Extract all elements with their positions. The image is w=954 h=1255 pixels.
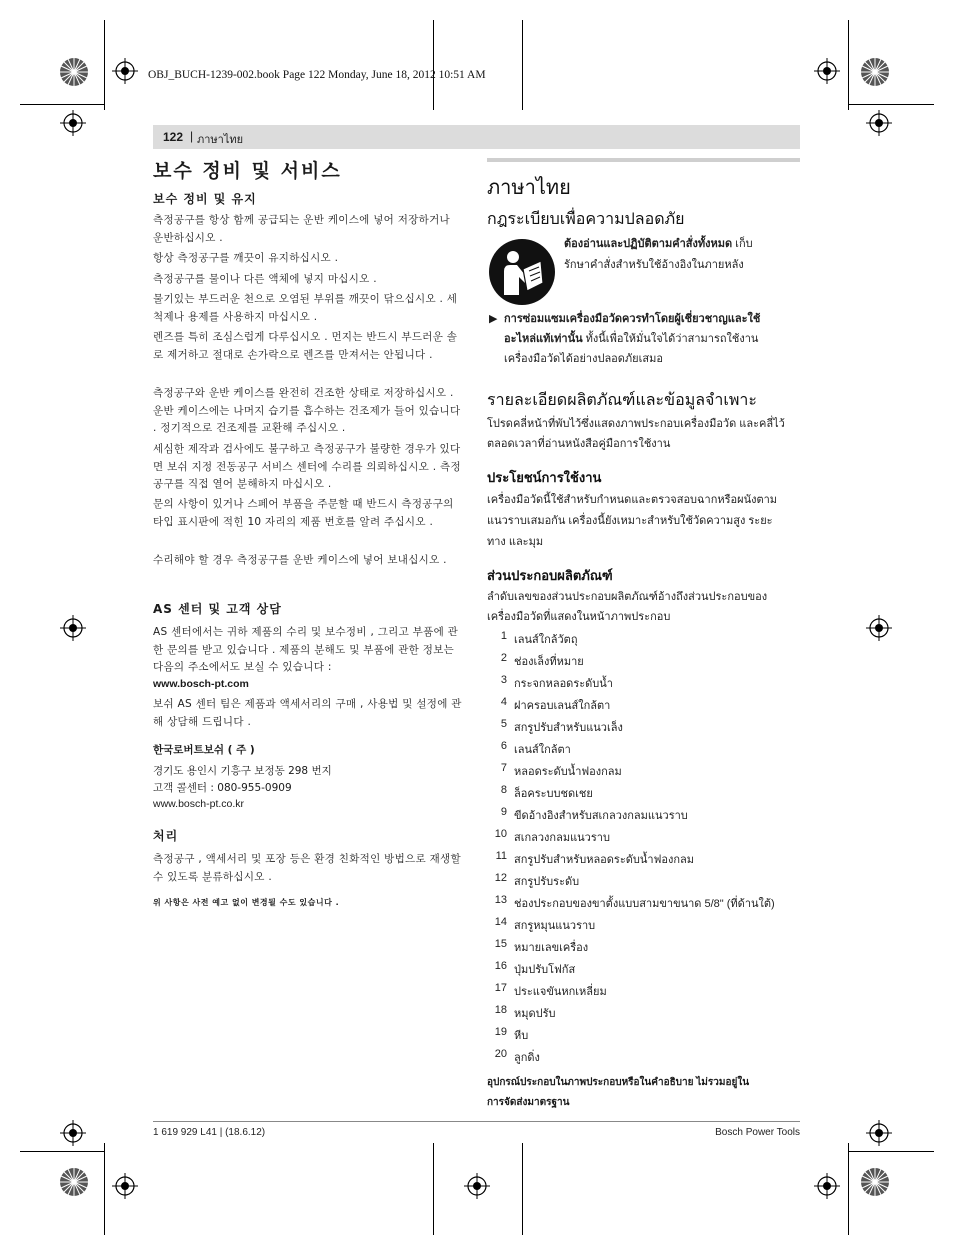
item-text: เลนส์ใกล้วัตถุ <box>514 634 578 646</box>
list-item <box>487 1026 800 1048</box>
item-number: 10 <box>494 828 507 840</box>
item-number: 8 <box>500 784 507 796</box>
repair-warning-line-3: เครื่องมือวัดได้อย่างปลอดภัยเสมอ <box>504 353 663 365</box>
item-text: ล็อคระบบชดเชย <box>514 788 593 800</box>
list-item <box>487 894 800 916</box>
registration-mark-icon <box>464 1173 490 1199</box>
registration-mark-icon <box>112 1173 138 1199</box>
korean-section-title: 보수 정비 및 서비스 <box>153 160 342 182</box>
list-item <box>487 982 800 1004</box>
spec-heading: รายละเอียดผลิตภัณฑ์และข้อมูลจำเพาะ <box>487 392 757 409</box>
list-item <box>487 762 800 784</box>
list-item <box>487 916 800 938</box>
accessories-footnote-2: การจัดส่งมาตรฐาน <box>487 1097 570 1108</box>
footer-rule <box>153 1121 800 1122</box>
list-item <box>487 652 800 674</box>
item-number: 2 <box>500 652 507 664</box>
list-item <box>487 872 800 894</box>
section-rule <box>487 158 800 162</box>
as-center-paragraph-2: 보쉬 AS 센터 팀은 제품과 액세서리의 구매 , 사용법 및 설정에 관해 상담해 드립니다 . <box>153 698 462 728</box>
item-text: หีบ <box>514 1030 529 1042</box>
components-intro-2: เครื่องมือวัดที่แสดงในหน้าภาพประกอบ <box>487 611 671 623</box>
item-text: กระจกหลอดระดับน้ำ <box>514 678 613 690</box>
read-manual-icon <box>489 239 555 305</box>
item-number: 4 <box>500 696 507 708</box>
registration-mark-icon <box>112 58 138 84</box>
safety-instruction-bold: ต้องอ่านและปฏิบัติตามคำสั่งทั้งหมด <box>564 238 733 250</box>
footer-brand: Bosch Power Tools <box>715 1127 800 1138</box>
repair-warning-line-2 <box>504 329 800 350</box>
page-number: 122 <box>163 130 184 144</box>
use-line-2: แนวราบเสมอกัน เครื่องนี้ยังเหมาะสำหรับใช้วัดความสูง ระยะ <box>487 515 773 527</box>
starburst-mark-icon <box>59 1167 89 1197</box>
company-url[interactable]: www.bosch-pt.co.kr <box>153 798 245 810</box>
list-item <box>487 630 800 652</box>
repair-warning-line-1 <box>504 309 800 330</box>
as-center-heading: AS 센터 및 고객 상담 <box>153 602 282 616</box>
list-item <box>487 718 800 740</box>
starburst-mark-icon <box>860 1167 890 1197</box>
item-number: 5 <box>500 718 507 730</box>
starburst-mark-icon <box>860 57 890 87</box>
item-text: สกรูหมุนแนวราบ <box>514 920 596 932</box>
registration-mark-icon <box>866 615 892 641</box>
maintenance-para-3: 측정공구를 물이나 다른 액체에 넣지 마십시오 . <box>153 273 377 285</box>
item-text: สกรูปรับสำหรับหลอดระดับน้ำฟองกลม <box>514 854 694 866</box>
item-text: หมายเลขเครื่อง <box>514 942 589 954</box>
company-name: 한국로버트보쉬 ( 주 ) <box>153 744 255 756</box>
maintenance-para-5: 렌즈를 특히 조심스럽게 다루십시오 . 먼지는 반드시 부드러운 솔로 제거하고 절대로 손가락으로 렌즈를 만져서는 안됩니다 . <box>153 331 458 361</box>
safety-instruction <box>564 234 800 255</box>
item-number: 13 <box>494 894 507 906</box>
item-text: สกรูปรับสำหรับแนวเล็ง <box>514 722 623 734</box>
list-item <box>487 850 800 872</box>
list-item <box>487 1048 800 1070</box>
maintenance-para-9: 수리해야 할 경우 측정공구를 운반 케이스에 넣어 보내십시오 . <box>153 554 447 566</box>
use-line-1: เครื่องมือวัดนี้ใช้สำหรับกำหนดและตรวจสอบฉากหรือผนังตาม <box>487 494 778 506</box>
item-text: ช่องประกอบของขาตั้งแบบสามขาขนาด 5/8" (ที่ด้านใต้) <box>514 898 775 910</box>
list-item <box>487 674 800 696</box>
list-item <box>487 696 800 718</box>
disposal-heading: 처리 <box>153 829 179 843</box>
registration-mark-icon <box>60 615 86 641</box>
components-heading: ส่วนประกอบผลิตภัณฑ์ <box>487 568 613 583</box>
list-item <box>487 938 800 960</box>
book-info-line: OBJ_BUCH-1239-002.book Page 122 Monday, June 18, 2012 10:51 AM <box>148 69 486 81</box>
item-number: 17 <box>494 982 507 994</box>
safety-instruction-rest: เก็บ <box>732 238 753 250</box>
item-number: 1 <box>500 630 507 642</box>
item-text: หลอดระดับน้ำฟองกลม <box>514 766 622 778</box>
item-number: 6 <box>500 740 507 752</box>
registration-mark-icon <box>866 110 892 136</box>
list-item <box>487 784 800 806</box>
item-number: 20 <box>494 1048 507 1060</box>
item-text: ประแจขันหกเหลี่ยม <box>514 986 607 998</box>
starburst-mark-icon <box>59 57 89 87</box>
list-item <box>487 828 800 850</box>
list-item <box>487 740 800 762</box>
item-number: 19 <box>494 1026 507 1038</box>
safety-instruction-line-2: รักษาคำสั่งสำหรับใช้อ้างอิงในภายหลัง <box>564 259 744 271</box>
maintenance-para-7: 세심한 제작과 검사에도 불구하고 측정공구가 불량한 경우가 있다면 보쉬 지정 전동공구 서비스 센터에 수리를 의뢰하십시오 . 측정공구를 직접 열어 분해하지 마십시오 . <box>153 443 461 490</box>
maintenance-para-6: 측정공구와 운반 케이스를 완전히 건조한 상태로 저장하십시오 . 운반 케이스에는 나머지 습기를 흡수하는 건조제가 들어 있습니다 . 정기적으로 건조제를 교환해 주십시오 . <box>153 387 461 434</box>
use-line-3: ทาง และมุม <box>487 536 544 548</box>
item-text: หมุดปรับ <box>514 1008 556 1020</box>
maintenance-para-4: 물기있는 부드러운 천으로 오염된 부위를 깨끗이 닦으십시오 . 세척제나 용제를 사용하지 마십시오 . <box>153 293 458 323</box>
repair-warning-bold-2: อะไหล่แท้เท่านั้น <box>504 333 583 345</box>
use-heading: ประโยชน์การใช้งาน <box>487 470 602 485</box>
header-language: ภาษาไทย <box>197 134 244 146</box>
disposal-paragraph: 측정공구 , 액세서리 및 포장 등은 환경 친화적인 방법으로 재생할 수 있도록 분류하십시오 . <box>153 853 461 883</box>
spec-line-1: โปรดคลี่หน้าที่พับไว้ซึ่งแสดงภาพประกอบเครื่องมือวัด และคลี่ไว้ <box>487 418 785 430</box>
thai-section-title: ภาษาไทย <box>487 177 571 199</box>
item-text: ช่องเล็งที่หมาย <box>514 656 584 668</box>
footer-doc-number: 1 619 929 L41 | (18.6.12) <box>153 1127 266 1138</box>
list-item <box>487 1004 800 1026</box>
page-header <box>153 125 800 149</box>
item-number: 12 <box>494 872 507 884</box>
safety-heading: กฎระเบียบเพื่อความปลอดภัย <box>487 211 685 228</box>
item-text: สกรูปรับระดับ <box>514 876 580 888</box>
list-item <box>487 806 800 828</box>
item-number: 7 <box>500 762 507 774</box>
accessories-footnote-1: อุปกรณ์ประกอบในภาพประกอบหรือในคำอธิบาย ไม่รวมอยู่ใน <box>487 1077 750 1088</box>
company-address: 경기도 용인시 기흥구 보정동 298 번지 <box>153 765 332 777</box>
item-text: เลนส์ใกล้ตา <box>514 744 571 756</box>
item-number: 16 <box>494 960 507 972</box>
registration-mark-icon <box>814 58 840 84</box>
company-phone: 고객 콜센터 : 080-955-0909 <box>153 782 292 794</box>
registration-mark-icon <box>814 1173 840 1199</box>
repair-warning-bold-1: การซ่อมแซมเครื่องมือวัดควรทำโดยผู้เชี่ยวชาญและใช้ <box>504 313 761 325</box>
item-number: 18 <box>494 1004 507 1016</box>
bullet-arrow-icon: ▶ <box>489 313 498 325</box>
item-number: 15 <box>494 938 507 950</box>
item-number: 11 <box>495 850 507 862</box>
item-text: ขีดอ้างอิงสำหรับสเกลวงกลมแนวราบ <box>514 810 688 822</box>
repair-warning-rest: ทั้งนี้เพื่อให้มั่นใจได้ว่าสามารถใช้งาน <box>582 333 759 345</box>
spec-line-2: ตลอดเวลาที่อ่านหนังสือคู่มือการใช้งาน <box>487 438 671 450</box>
item-text: ลูกดิ่ง <box>514 1052 540 1064</box>
registration-mark-icon <box>60 1120 86 1146</box>
maintenance-para-2: 항상 측정공구를 깨끗이 유지하십시오 . <box>153 252 339 264</box>
item-text: ปุ่มปรับโฟกัส <box>514 964 576 976</box>
registration-mark-icon <box>60 110 86 136</box>
item-text: ฝาครอบเลนส์ใกล้ตา <box>514 700 611 712</box>
registration-mark-icon <box>866 1120 892 1146</box>
korean-maintenance-heading: 보수 정비 및 유지 <box>153 192 257 206</box>
as-center-url[interactable]: www.bosch-pt.com <box>153 678 249 690</box>
change-notice: 위 사항은 사전 예고 없이 변경될 수도 있습니다 . <box>153 898 340 907</box>
list-item <box>487 960 800 982</box>
components-intro-1: ลำดับเลขของส่วนประกอบผลิตภัณฑ์อ้างถึงส่วนประกอบของ <box>487 591 768 603</box>
header-separator: | <box>190 129 194 143</box>
item-text: สเกลวงกลมแนวราบ <box>514 832 610 844</box>
maintenance-para-8: 문의 사항이 있거나 스페어 부품을 주문할 때 반드시 측정공구의 타입 표시판에 적힌 10 자리의 제품 번호를 알려 주십시오 . <box>153 498 454 528</box>
item-number: 3 <box>500 674 507 686</box>
maintenance-para-1: 측정공구를 항상 함께 공급되는 운반 케이스에 넣어 저장하거나 운반하십시오 . <box>153 214 450 244</box>
item-number: 9 <box>500 806 507 818</box>
as-center-paragraph: AS 센터에서는 귀하 제품의 수리 및 보수정비 , 그리고 부품에 관한 문의를 받고 있습니다 . 제품의 분해도 및 부품에 관한 정보는 다음의 주소에서도 보실 수 있습니다 : <box>153 626 459 673</box>
item-number: 14 <box>494 916 507 928</box>
